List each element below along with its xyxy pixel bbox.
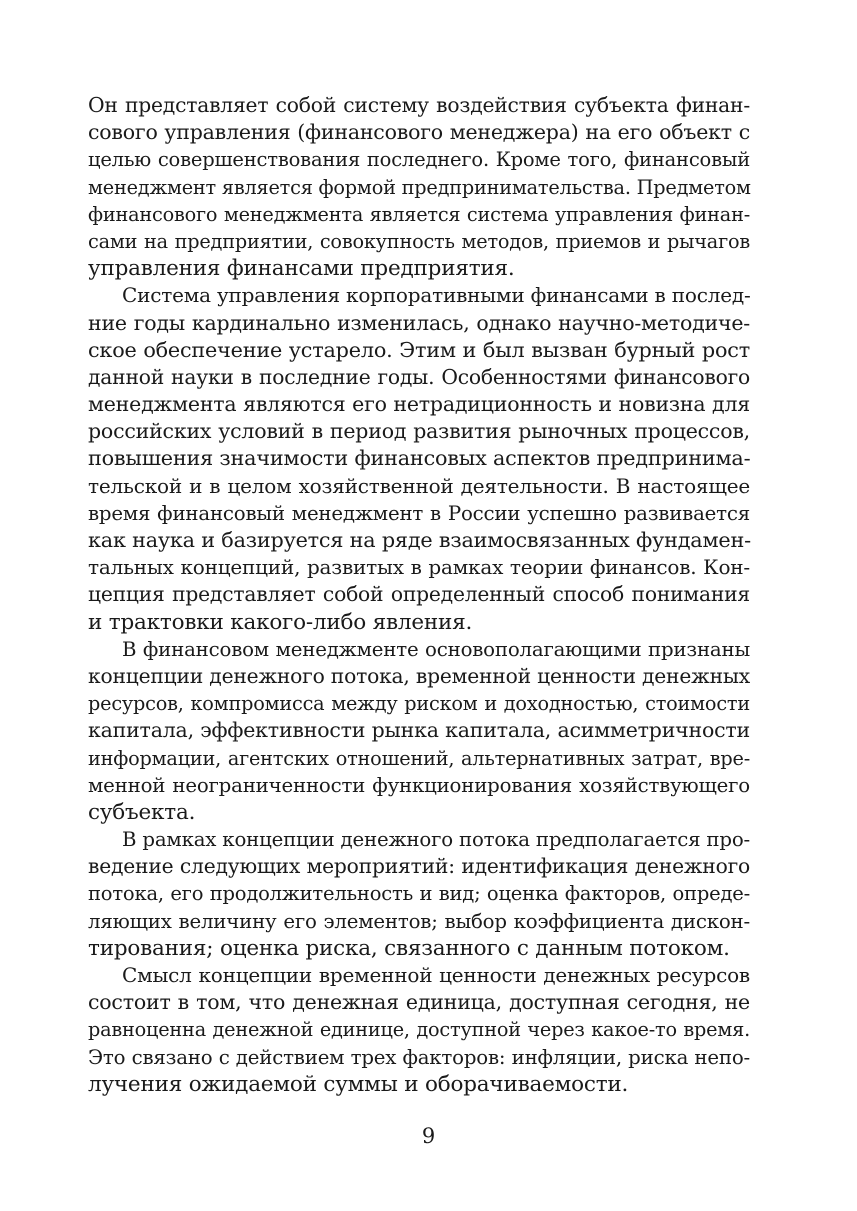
paragraph-1 <box>88 92 750 282</box>
text-line: Это связано с действием трех факторов: инфляции, риска непо- <box>88 1045 750 1069</box>
text-line: капитала, эффективности рынка капитала, асимметричности <box>88 718 750 743</box>
paragraph-3 <box>88 636 750 826</box>
text-line: и трактовки какого-либо явления. <box>88 609 473 635</box>
text-line: тальных концепций, развитых в рамках теории финансов. Кон- <box>88 555 750 580</box>
text-line: В рамках концепции денежного потока предполагается про- <box>122 828 751 852</box>
text-line: менной неограниченности функционирования хозяйствующего <box>88 773 750 797</box>
paragraph-4 <box>88 826 750 962</box>
text-line: повышения значимости финансовых аспектов предпринима- <box>88 446 751 471</box>
text-line: информации, агентских отношений, альтернативных затрат, вре- <box>88 746 750 770</box>
text-line: менеджмента являются его нетрадиционность и новизна для <box>88 392 750 417</box>
text-line: потока, его продолжительность и вид; оценка факторов, опреде- <box>88 882 750 906</box>
page-body <box>88 92 750 1098</box>
text-line: управления финансами предприятия. <box>88 256 515 282</box>
text-line: Он представляет собой систему воздействия субъекта финан- <box>88 93 750 117</box>
text-line: Система управления корпоративными финансами в послед- <box>122 283 751 308</box>
text-line: сами на предприятии, совокупность методов, приемов и рычагов <box>88 229 750 253</box>
text-line: ние годы кардинально изменилась, однако научно-методиче- <box>88 310 750 335</box>
text-line: сового управления (финансового менеджера) на его объект с <box>88 120 750 145</box>
text-line: В финансовом менеджменте основополагающими признаны <box>122 637 750 661</box>
text-line: целью совершенствования последнего. Кроме того, финансовый <box>88 148 750 172</box>
paragraph-5 <box>88 962 750 1098</box>
text-line: ресурсов, компромисса между риском и доходностью, стоимости <box>88 692 750 716</box>
text-line: Смысл концепции временной ценности денежных ресурсов <box>122 963 750 987</box>
text-line: ляющих величину его элементов; выбор коэффициента дискон- <box>88 909 750 933</box>
text-line: равноценна денежной единице, доступной через какое-то время. <box>88 1018 750 1042</box>
text-line: состоит в том, что денежная единица, доступная сегодня, не <box>88 990 750 1015</box>
text-line: тирования; оценка риска, связанного с данным потоком. <box>88 935 730 961</box>
text-line: время финансовый менеджмент в России успешно развивается <box>88 501 750 525</box>
page-number: 9 <box>421 1124 436 1148</box>
text-line: как наука и базируется на ряде взаимосвязанных фундамен- <box>88 528 751 552</box>
text-line: ведение следующих мероприятий: идентификация денежного <box>88 854 750 879</box>
text-line: субъекта. <box>88 799 196 825</box>
text-line: лучения ожидаемой суммы и оборачиваемости. <box>88 1071 629 1097</box>
text-line: концепции денежного потока, временной ценности денежных <box>88 663 750 688</box>
text-line: данной науки в последние годы. Особенностями финансового <box>88 364 750 389</box>
text-line: тельской и в целом хозяйственной деятельности. В настоящее <box>88 473 750 498</box>
paragraph-2 <box>88 282 750 635</box>
text-line: финансового менеджмента является система управления финан- <box>88 202 750 226</box>
text-line: российских условий в период развития рыночных процессов, <box>88 419 750 444</box>
text-line: ское обеспечение устарело. Этим и был вызван бурный рост <box>88 337 750 362</box>
text-line: цепция представляет собой определенный способ понимания <box>88 582 750 607</box>
text-line: менеджмент является формой предпринимательства. Предметом <box>88 175 751 199</box>
